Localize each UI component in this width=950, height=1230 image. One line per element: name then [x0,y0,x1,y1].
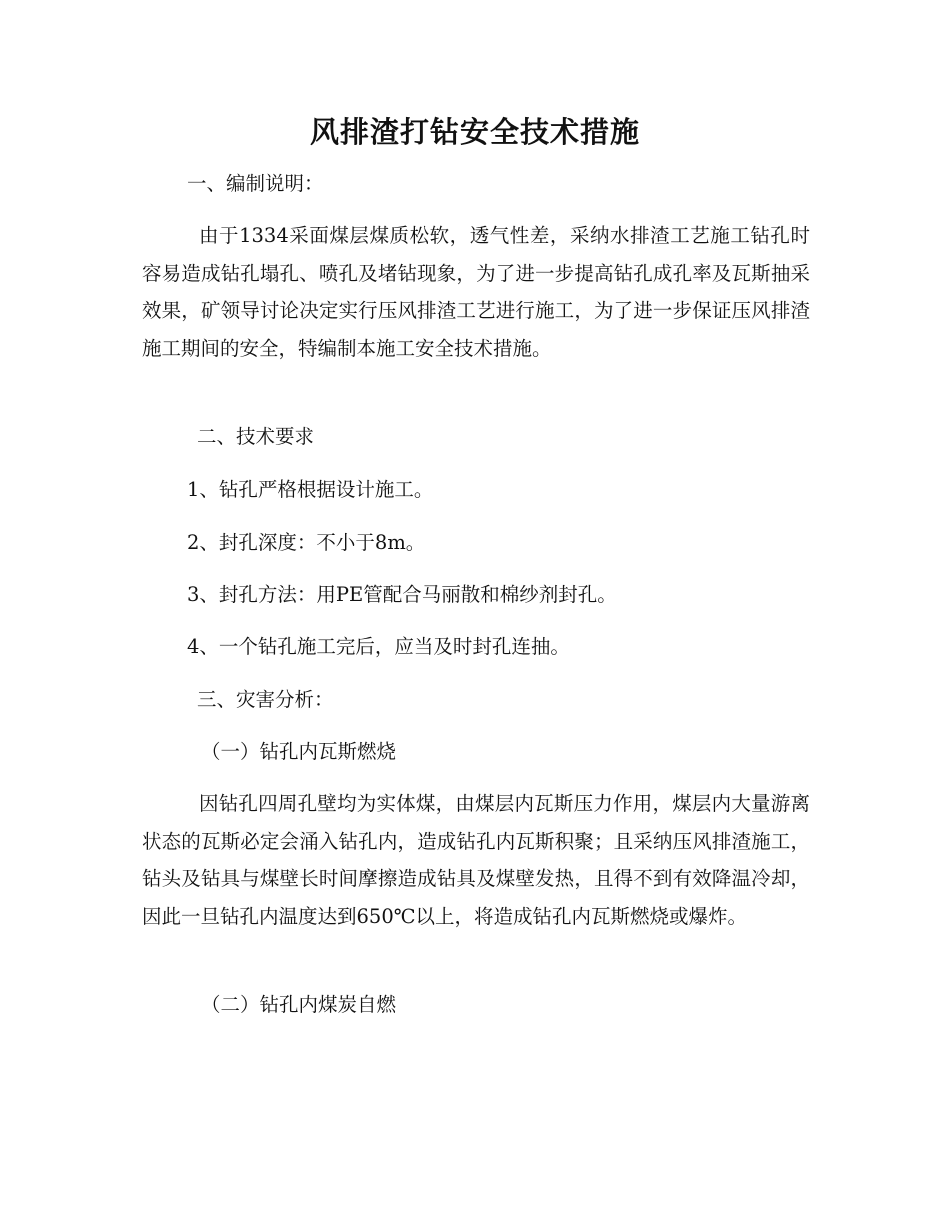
subsection-heading-gas-combustion: （一）钻孔内瓦斯燃烧 [201,740,397,763]
subsection-heading-coal-spontaneous-combustion: （二）钻孔内煤炭自燃 [201,993,397,1016]
gas-combustion-paragraph: 因钻孔四周孔壁均为实体煤，由煤层内瓦斯压力作用，煤层内大量游离状态的瓦斯必定会涌入钻孔内，造成钻孔内瓦斯积聚；且采纳压风排渣施工，钻头及钻具与煤壁长时间摩擦造成钻具及煤壁发热，且得不到有效降温冷却，因此一旦钻孔内温度达到650℃以上，将造成钻孔内瓦斯燃烧或爆炸。 [142,792,810,928]
section-heading-hazard-analysis: 三、灾害分析： [197,688,334,711]
document-title: 风排渣打钻安全技术措施 [309,115,640,149]
compilation-notes-paragraph: 由于1334采面煤层煤质松软，透气性差，采纳水排渣工艺施工钻孔时容易造成钻孔塌孔、喷孔及堵钻现象，为了进一步提高钻孔成孔率及瓦斯抽采效果，矿领导讨论决定实行压风排渣工艺进行施工，为了进一步保证压风排渣施工期间的安全，特编制本施工安全技术措施。 [142,224,810,360]
section-heading-compilation-notes: 一、编制说明： [187,172,324,195]
requirement-item-4: 4、一个钻孔施工完后，应当及时封孔连抽。 [187,635,570,658]
requirement-item-3: 3、封孔方法：用PE管配合马丽散和棉纱剂封孔。 [187,583,617,606]
requirement-item-1: 1、钻孔严格根据设计施工。 [187,478,434,501]
requirement-item-2: 2、封孔深度：不小于8m。 [187,531,426,554]
section-heading-technical-requirements: 二、技术要求 [197,425,315,448]
